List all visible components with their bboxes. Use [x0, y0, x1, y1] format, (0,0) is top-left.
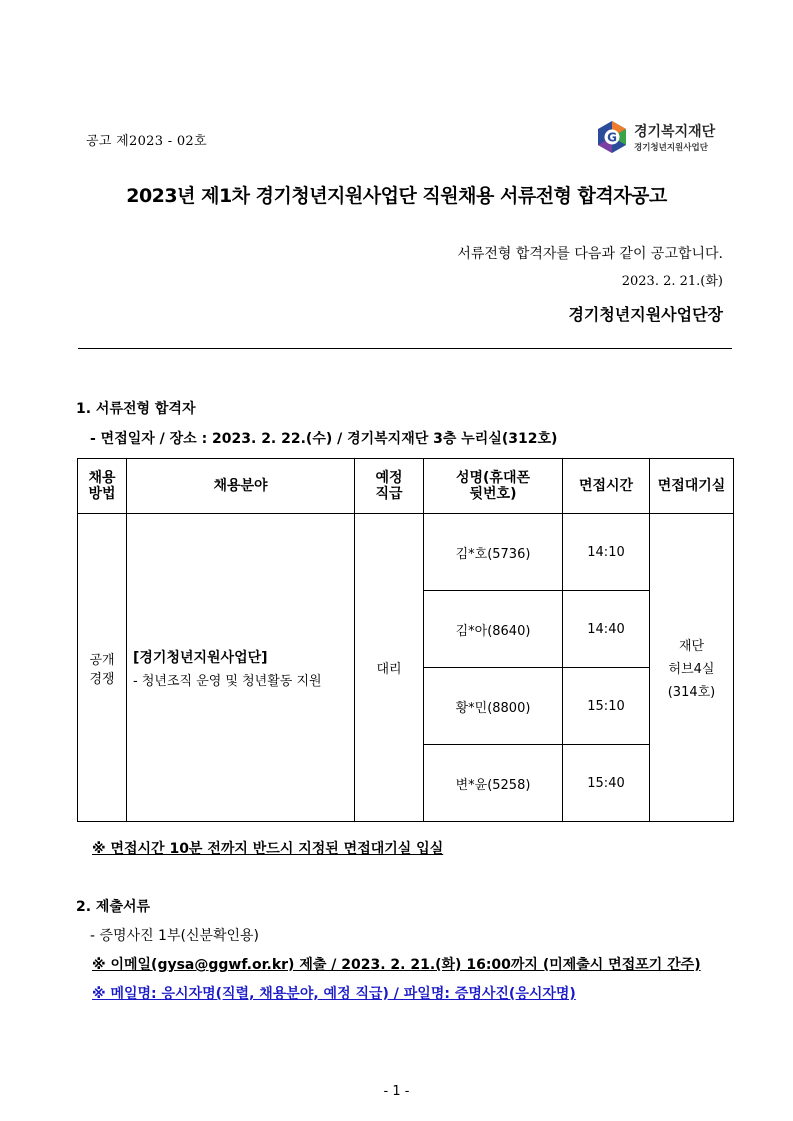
method-cell: 공개 경쟁: [78, 514, 127, 822]
header-rank: 예정 직급: [355, 459, 424, 514]
logo-subtitle: 경기청년지원사업단: [634, 143, 708, 153]
header-room: 면접대기실: [650, 459, 734, 514]
rank-cell: 대리: [355, 514, 424, 822]
table-row: [78, 514, 734, 591]
field-cell: [127, 514, 355, 822]
interview-time: 15:40: [563, 745, 650, 822]
mail-naming-note: ※ 메일명: 응시자명(직렬, 채용분야, 예정 직급) / 파일명: 증명사진(응시자명): [92, 986, 576, 1002]
foundation-logo: [596, 120, 721, 160]
logo-letter: G: [607, 130, 617, 145]
section1-title: 1. 서류전형 합격자: [76, 401, 196, 417]
table-note: ※ 면접시간 10분 전까지 반드시 지정된 면접대기실 입실: [92, 841, 444, 857]
applicant-name: 황*민(8800): [424, 668, 563, 745]
field-description: - 청년조직 운영 및 청년활동 지원: [133, 673, 322, 689]
header-time: 면접시간: [563, 459, 650, 514]
logo-name: 경기복지재단: [634, 124, 716, 140]
notice-number: 공고 제2023 - 02호: [86, 134, 207, 149]
interview-time: 15:10: [563, 668, 650, 745]
page-number: - 1 -: [383, 1084, 410, 1099]
applicant-name: 김*아(8640): [424, 591, 563, 668]
field-title: [경기청년지원사업단]: [133, 649, 268, 666]
interview-time: 14:40: [563, 591, 650, 668]
table-header-row: [78, 459, 734, 514]
waiting-room-cell: 재단 허브4실 (314호): [650, 514, 734, 822]
applicant-name: 변*윤(5258): [424, 745, 563, 822]
submission-email-note: ※ 이메일(gysa@ggwf.or.kr) 제출 / 2023. 2. 21.(화) 16:00까지 (미제출시 면접포기 간주): [92, 957, 701, 973]
interview-info: - 면접일자 / 장소 : 2023. 2. 22.(수) / 경기복지재단 3층 누리실(312호): [90, 431, 558, 447]
page-title: 2023년 제1차 경기청년지원사업단 직원채용 서류전형 합격자공고: [126, 185, 667, 207]
applicant-name: 김*호(5736): [424, 514, 563, 591]
intro-text: 서류전형 합격자를 다음과 같이 공고합니다.: [457, 246, 723, 262]
header-method: 채용 방법: [78, 459, 127, 514]
foundation-logo-icon: [596, 120, 628, 154]
submission-item: - 증명사진 1부(신분확인용): [90, 928, 260, 944]
section2-title: 2. 제출서류: [76, 899, 151, 915]
interview-time: 14:10: [563, 514, 650, 591]
header-name: 성명(휴대폰 뒷번호): [424, 459, 563, 514]
notice-date: 2023. 2. 21.(화): [621, 274, 723, 289]
issuer-name: 경기청년지원사업단장: [568, 305, 723, 324]
header-field: 채용분야: [127, 459, 355, 514]
applicant-table: [77, 458, 734, 822]
header-divider: [78, 348, 732, 349]
